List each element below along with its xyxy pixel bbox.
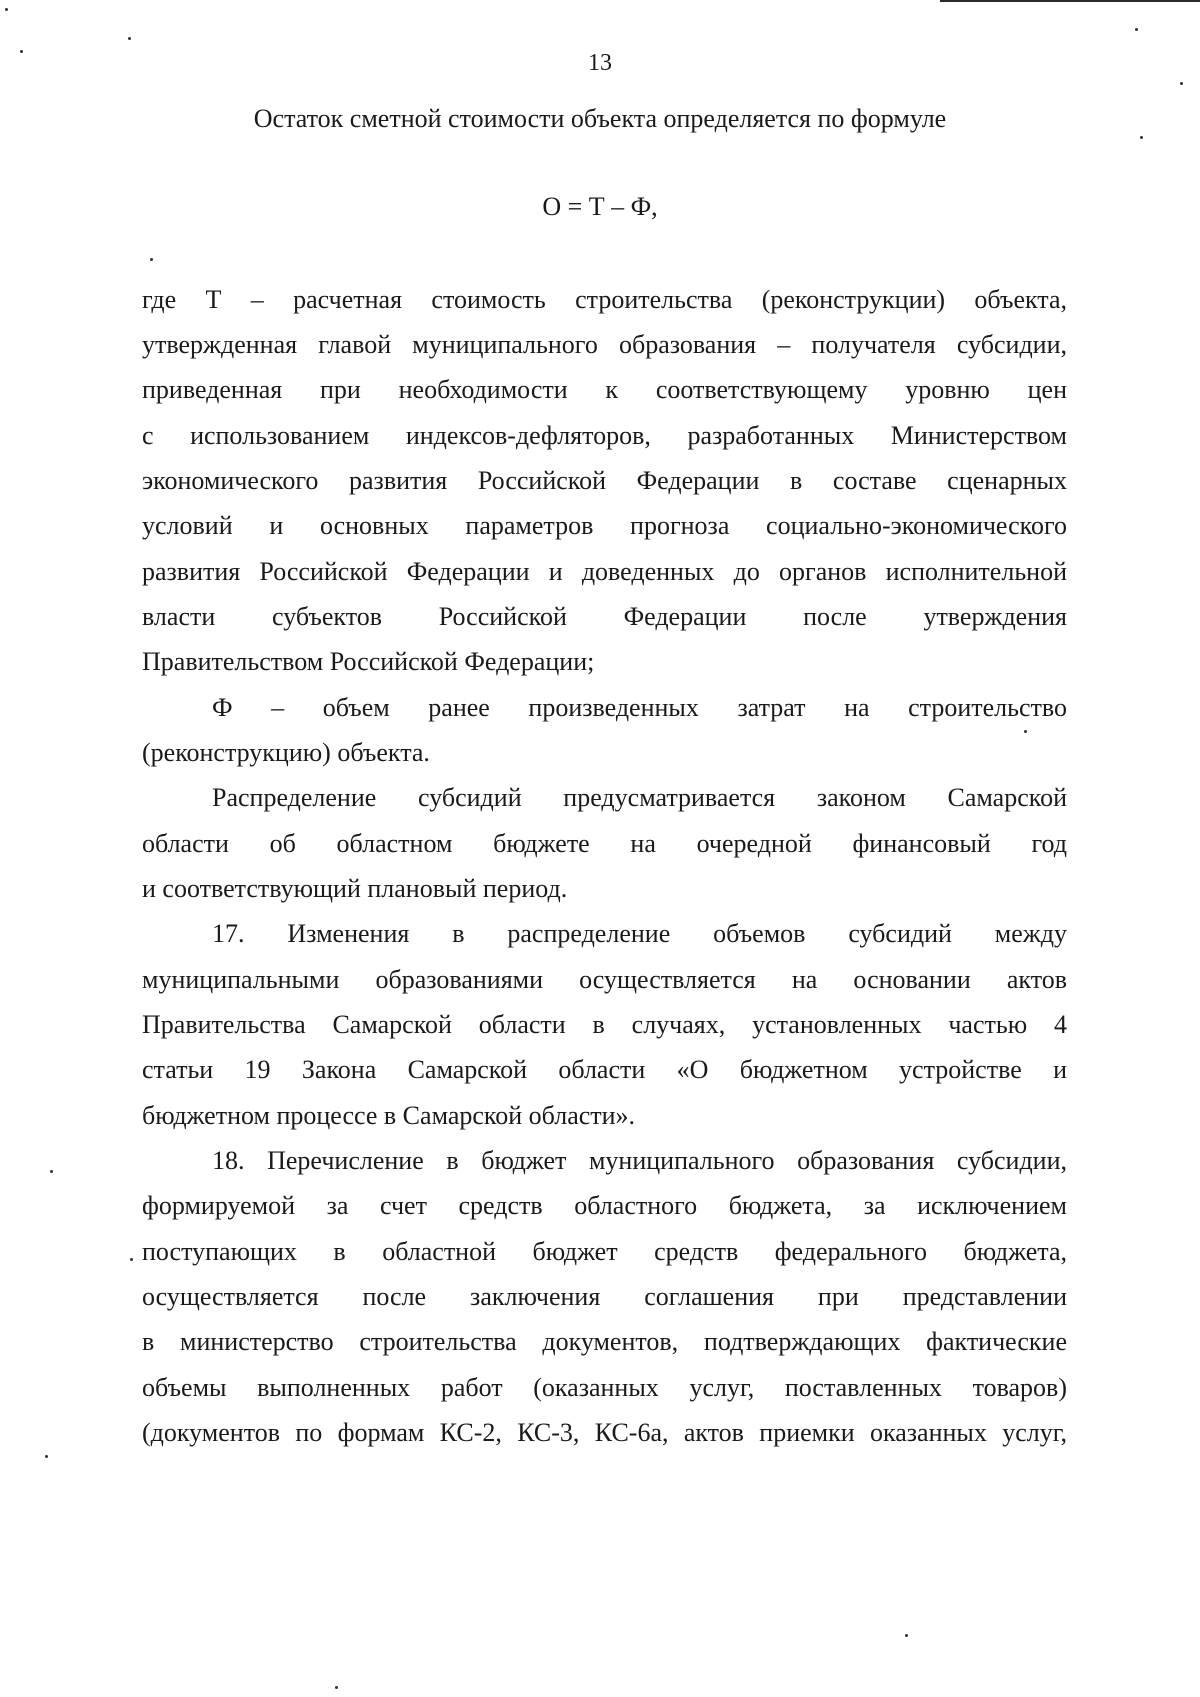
text-line: где Т – расчетная стоимость строительства (реконструкции) объекта, xyxy=(142,285,1067,314)
text-line: и соответствующий плановый период. xyxy=(142,874,568,903)
text-line: приведенная при необходимости к соответствующему уровню цен xyxy=(142,375,1067,404)
text-line: с использованием индексов-дефляторов, разработанных Министерством xyxy=(142,421,1067,450)
text-line: 17. Изменения в распределение объемов субсидий между xyxy=(212,919,1067,948)
scan-speck xyxy=(1024,730,1027,733)
scan-speck xyxy=(130,1258,133,1261)
page-number: 13 xyxy=(588,50,612,76)
text-line: формируемой за счет средств областного бюджета, за исключением xyxy=(142,1191,1067,1220)
scan-speck xyxy=(1140,136,1143,139)
text-line: бюджетном процессе в Самарской области». xyxy=(142,1101,636,1130)
scan-speck xyxy=(45,1455,48,1458)
text-line: поступающих в областной бюджет средств федерального бюджета, xyxy=(142,1237,1067,1266)
scan-speck xyxy=(1180,82,1183,85)
scan-speck xyxy=(905,1634,908,1637)
text-line: (документов по формам КС-2, КС-3, КС-6а, актов приемки оказанных услуг, xyxy=(142,1418,1067,1447)
text-line: (реконструкцию) объекта. xyxy=(142,738,430,767)
scan-speck xyxy=(335,1686,338,1689)
text-line: осуществляется после заключения соглашения при представлении xyxy=(142,1282,1067,1311)
text-line: Правительством Российской Федерации; xyxy=(142,647,595,676)
formula-intro: Остаток сметной стоимости объекта определяется по формуле xyxy=(253,104,947,133)
text-line: статьи 19 Закона Самарской области «О бюджетном устройстве и xyxy=(142,1055,1067,1084)
formula: О = Т – Ф, xyxy=(542,192,658,221)
text-line: власти субъектов Российской Федерации после утверждения xyxy=(142,602,1067,631)
text-line: экономического развития Российской Федерации в составе сценарных xyxy=(142,466,1067,495)
text-line: Ф – объем ранее произведенных затрат на строительство xyxy=(212,693,1067,722)
scan-speck xyxy=(50,1170,53,1173)
text-line: в министерство строительства документов, подтверждающих фактические xyxy=(142,1327,1067,1356)
text-line: области об областном бюджете на очередной финансовый год xyxy=(142,829,1067,858)
text-line: муниципальными образованиями осуществляется на основании актов xyxy=(142,965,1067,994)
scan-edge-line xyxy=(940,0,1200,2)
scan-speck xyxy=(1135,28,1138,31)
scan-speck xyxy=(150,258,153,261)
text-line: условий и основных параметров прогноза социально-экономического xyxy=(142,511,1067,540)
text-line: объемы выполненных работ (оказанных услуг, поставленных товаров) xyxy=(142,1373,1067,1402)
text-line: развития Российской Федерации и доведенных до органов исполнительной xyxy=(142,557,1067,586)
scan-speck xyxy=(5,8,8,11)
text-line: Распределение субсидий предусматривается законом Самарской xyxy=(212,783,1067,812)
scan-speck xyxy=(128,37,131,40)
text-line: Правительства Самарской области в случаях, установленных частью 4 xyxy=(142,1010,1067,1039)
text-line: утвержденная главой муниципального образования – получателя субсидии, xyxy=(142,330,1067,359)
text-line: 18. Перечисление в бюджет муниципального образования субсидии, xyxy=(212,1146,1067,1175)
scan-speck xyxy=(20,50,23,53)
